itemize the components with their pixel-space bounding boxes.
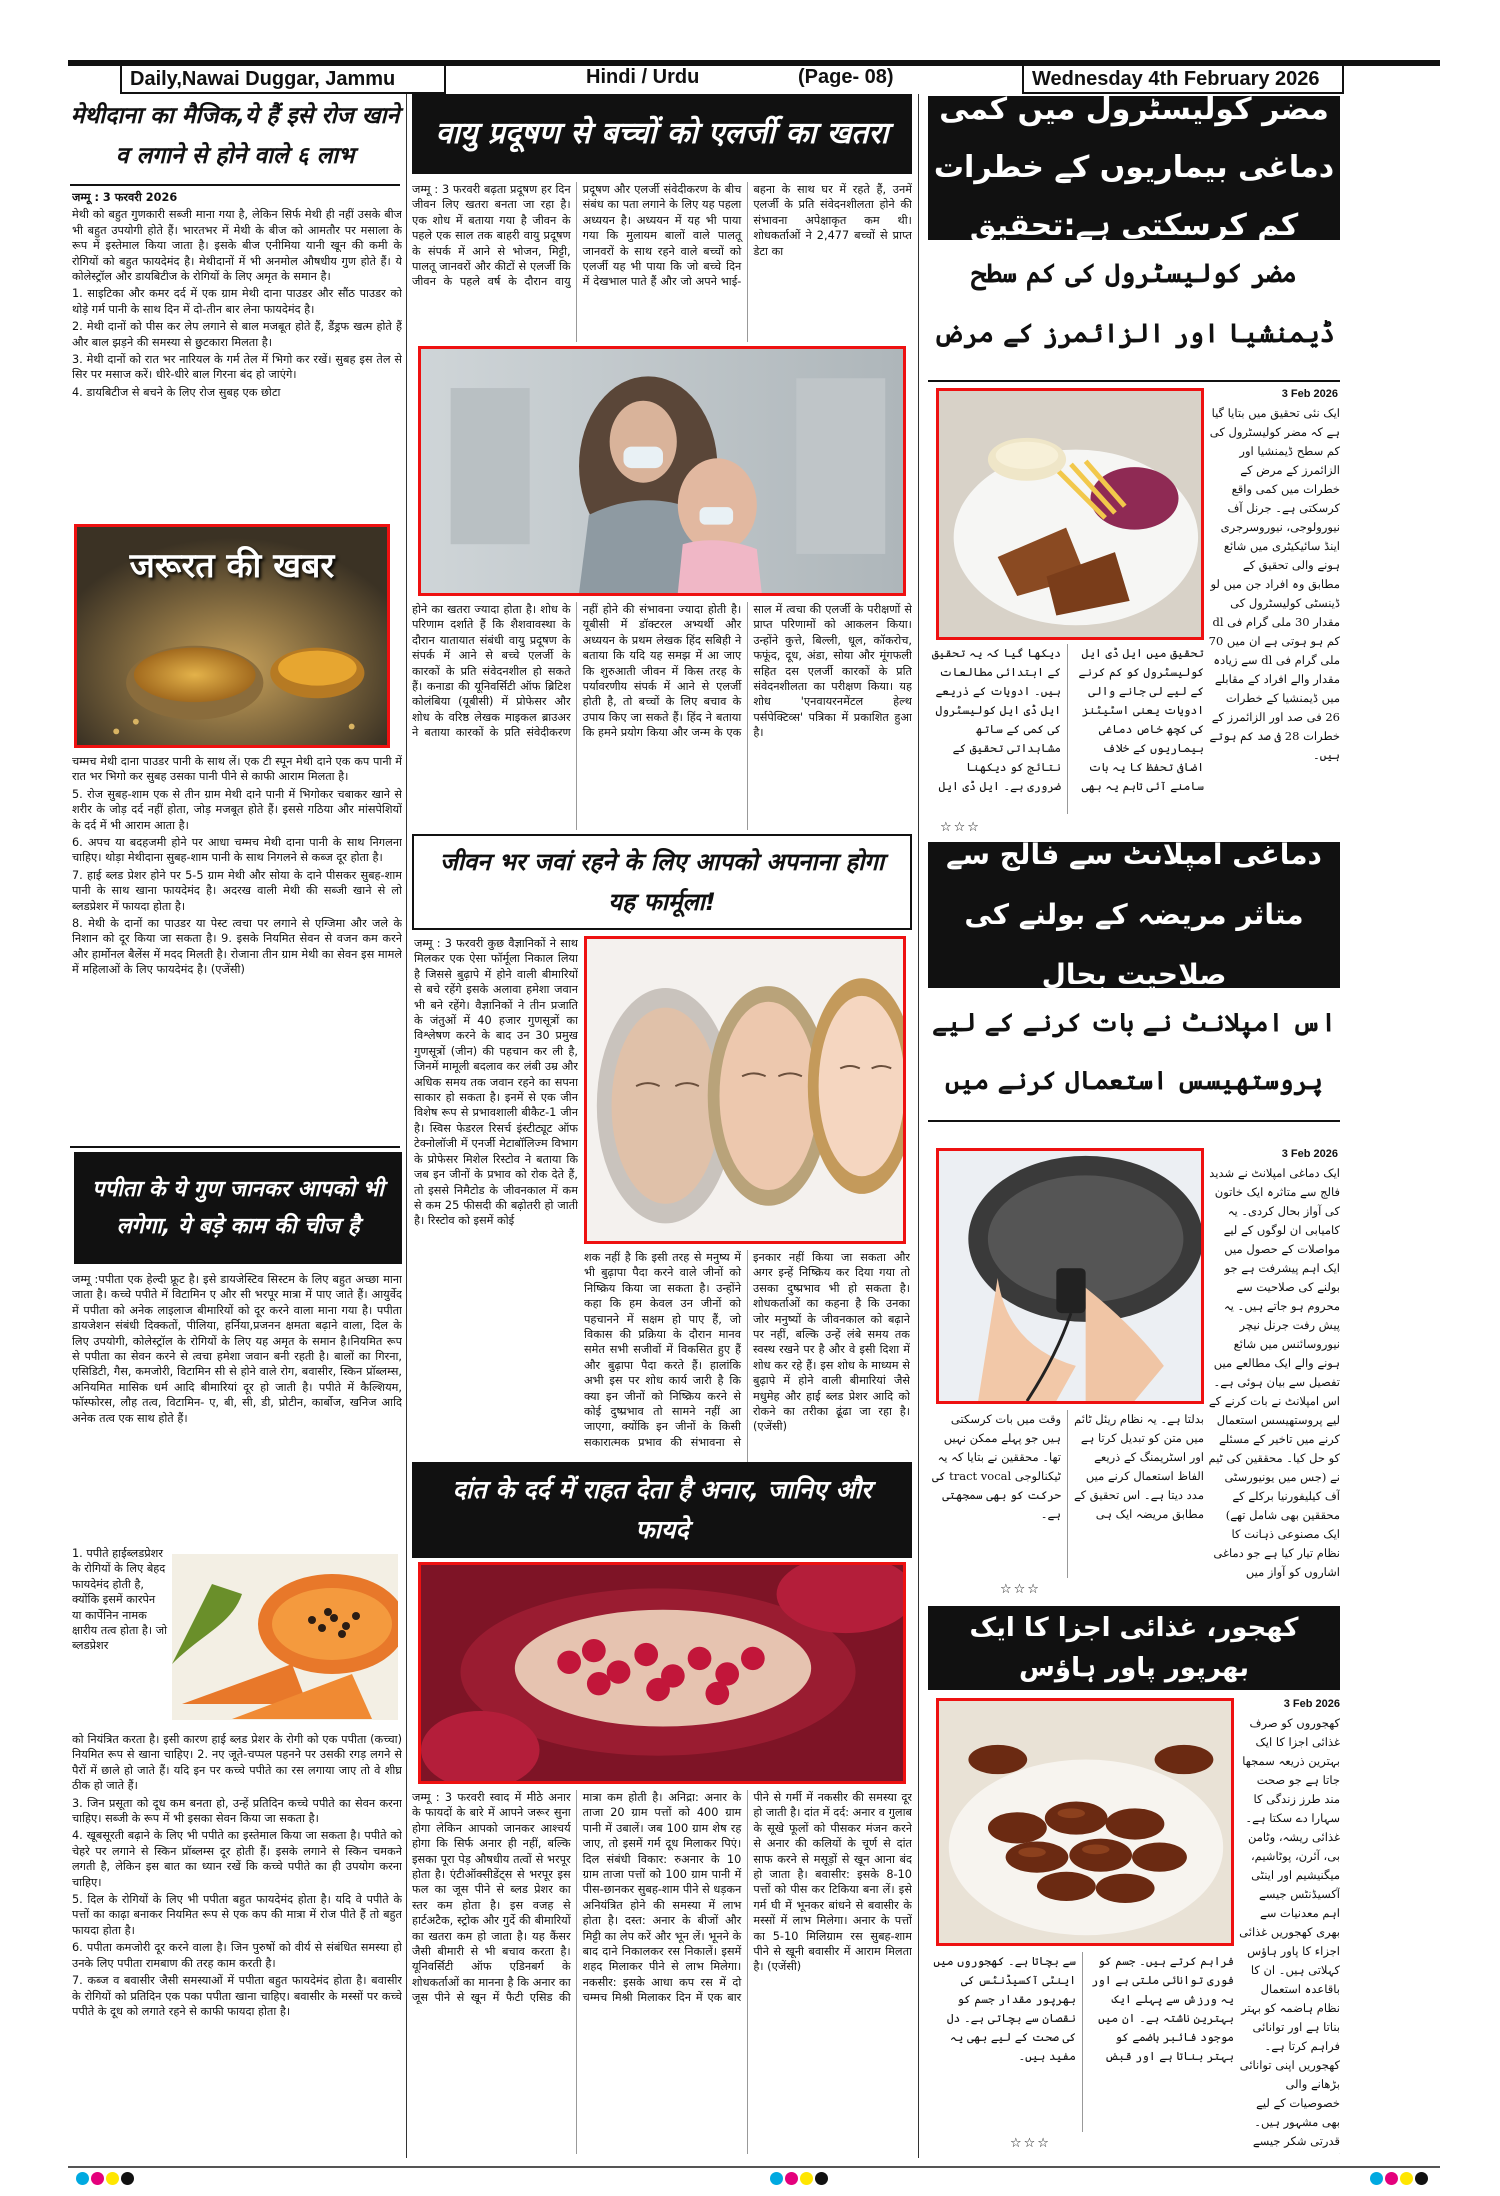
pollution-body-2: होने का खतरा ज्यादा होता है। शोध के परिणाम दर्शाते हैं कि शैशवावस्था के दौरान यातायात संबंधी वायु प्रदूषण के संपर्क में आने से बच्चे एलर्जी के कारकों के प्रति संवेदनशील हो सकते हैं। कनाडा की यूनिवर्सिटी ऑफ ब्रिटिश कोलंबिया (यूबीसी) में प्रोफेसर और शोध के वरिष्ठ लेखक माइकल ब्राउअर ने बताया कारकों के प्रति संवेदीकरण नहीं होने की संभावना ज्यादा होती है। यूबीसी में डॉक्टरल अभ्यर्थी और अध्ययन के प्रथम लेखक हिंद सबिही ने बताया कि यदि यह समझ में आ जाए कि शुरुआती जीवन में किस तरह के पर्यावरणीय संपर्क में आने से एलर्जी होती है, तो बच्चों के लिए बचाव के उपाय किए जा सकते हैं। हिंद ने बताया कि हमने प्रयोग किया और जन्म के एक साल में त्वचा की एलर्जी के परीक्षणों से प्राप्त परिणामों को आकलन किया। उन्होंने कुत्ते, बिल्ली, धूल, कॉकरोच, फफूंद, दूध, अंडा, सोया और मूंगफली सहित दस एलर्जी कारकों के प्रति संवेदनशीलता का परीक्षण किया। यह शोध 'एनवायरनमेंटल हेल्थ पर्सपेक्टिव्स' पत्रिका में प्रकाशित हुआ है। [412,603,912,740]
paper-name: Daily,Nawai Duggar, Jammu [120,64,446,94]
young-body-1: जम्मू : 3 फरवरी कुछ वैज्ञानिकों ने साथ मिलकर एक ऐसा फॉर्मूला निकाल लिया है जिससे बुढ़ापे में होने वाली बीमारियों से बचे रहेंगे इसके अलावा हमेशा जवान भी बने रहेंगे। वैज्ञानिकों ने तीन प्रजाति के जंतुओं में 40 हजार गुणसूत्रों का विश्लेषण करने के बाद उन 30 प्रमुख गुणसूत्रों (जीन) की पहचान कर ली है, जिनमें मामूली बदलाव कर लंबी उम्र और अधिक समय तक जवान रहने का सपना साकार हो सकता है। इनमें से एक जीन विशेष रूप से प्रभावशाली बीकैट-1 जीन है। स्विस फेडरल रिसर्च इंस्टीट्यूट ऑफ टेक्नोलॉजी में एनर्जी मेटाबॉलिज्म विभाग के प्रोफेसर मिशेल रिस्टोव ने बताया कि जब इन जीनों के प्रभाव को रोक देते हैं, तो इससे निमैटोड के जीवनकाल में कम से कम 25 फीसदी की बढ़ोतरी हो जाती है। रिस्टोव को इसमें कोई [414,937,578,1228]
cmyk-marks-center [770,2172,828,2185]
papaya-wrap-text: 1. पपीते हाईब्लडप्रेशर के रोगियों के लिए बेहद फायदेमंद होती है, क्योंकि इसमें कारपेन या कार्पेनिन नामक क्षारीय तत्व होता है। जो ब्लडप्रेशर [72,1547,168,1653]
implant-subtitle: اس امپلانٹ نے بات کرنے کے لیے پروستھیسس استعمال کرنے میں [932,1008,1336,1095]
dates-headline: کھجور، غذائی اجزا کا ایک بھرپور پاور ہاؤس [928,1606,1340,1690]
pomegranate-body: जम्मू : 3 फरवरी स्वाद में मीठे अनार के फायदों के बारे में आपने जरूर सुना होगा लेकिन आपको जानकर आश्चर्य होगा कि सिर्फ अनार ही नहीं, बल्कि इसका पूरा पेड़ औषधीय तत्वों से भरपूर होता है। एंटीऑक्सीडेंट्स से भरपूर इस फल का जूस पीने से ब्लड प्रेशर का स्तर कम होता है। इस वजह से हार्टअटैक, स्ट्रोक और गुर्दे की बीमारियों का खतरा कम हो जाता है। यह कैंसर जैसी बीमारी से भी बचाव करता है। यूनिवर्सिटी ऑफ एडिनबर्ग के शोधकर्ताओं का मानना है कि अनार का जूस पीने से खून में फैटी एसिड की मात्रा कम होती है। अनिद्रा: अनार के ताजा 20 ग्राम पत्तों को 400 ग्राम पानी में उबालें। जब 100 ग्राम शेष रह जाए, तो इसमें गर्म दूध मिलाकर पिएं।दिल संबंधी विकार: रुअनार के 10 ग्राम ताजा पत्तों को 100 ग्राम पानी में पीस-छानकर सुबह-शाम पीने से धड़कन अनियंत्रित होने की समस्या में लाभ होता है। दस्त: अनार के बीजों और मिट्टी का लेप करें और भून लें। भूनने के बाद दाने निकालकर रस निकालें। इसमें शहद मिलाकर पीने से लाभ मिलेगा। नकसीर: इसके आधा कप रस में दो चम्मच मिश्री मिलाकर दिन में एक बार पीने से गर्मी में नकसीर की समस्या दूर हो जाती है। दांत में दर्द: अनार व गुलाब के सूखे फूलों को पीसकर मंजन करने से अनार की कलियों के चूर्ण से दांत साफ करने से मसूड़ों से खून आना बंद हो जाता है। बवासीर: इसके 8-10 पत्तों को पीस कर टिकिया बना लें। इसे गर्म घी में भूनकर बांधने से बवासीर के मस्सों में लाभ मिलेगा। अनार के पत्तों का 5-10 मिलिग्राम रस सुबह-शाम पीने से खूनी बवासीर में आराम मिलता है। (एजेंसी) [412,1791,912,2005]
pollution-body-1: जम्मू : 3 फरवरी बढ़ता प्रदूषण हर दिन जीवन लिए खतरा बनता जा रहा है। एक शोध में बताया गया है जीवन के पहले एक साल तक बाहरी वायु प्रदूषण के संपर्क में आने से भोजन, मिट्टी, पालतू जानवरों और कीटों से एलर्जी कि जीवन के पहले वर्ष के दौरान वायु प्रदूषण और एलर्जी संवेदीकरण के बीच संबंध का पता लगाने के लिए यह पहला अध्ययन है। अध्ययन में यह भी पाया गया कि मुलायम बालों वाले पालतू जानवरों के साथ रहने वाले बच्चों को एलर्जी यह भी पाया कि जो बच्चे दिन में देखभाल पाते हैं और जो अपने भाई-बहना के साथ घर में रहते हैं, उनमें एलर्जी के प्रति संवेदनशीलता होने की संभावना अपेक्षाकृत कम थी। शोधकर्ताओं ने 2,477 बच्चों से प्राप्त डेटा का [412,183,912,289]
yellow-dot [1400,2172,1413,2185]
papaya-headline: पपीता के ये गुण जानकर आपको भी लगेगा, ये बड़े काम की चीज है [74,1152,402,1264]
cmyk-marks-left [76,2172,134,2185]
pollution-image [418,346,906,596]
young-image [584,936,906,1244]
black-dot [121,2172,134,2185]
dates-wrap-text: کھجوروں کو صرف غذائی اجزا کا ایک بہترین ذریعہ سمجھا جاتا ہے جو صحت مند طرز زندگی کا سہارا دے سکتا ہے۔ غذائی ریشہ، وٹامن بی، آئرن، پوٹاشیم، میگنیشیم اور اینٹی آکسیڈنٹس جیسے اہم معدنیات سے بھری کھجوریں غذائی اجزاء کا پاور ہاؤس کہلاتی ہیں۔ ان کا باقاعدہ استعمال نظام ہاضمہ کو بہتر بناتا ہے اور توانائی فراہم کرتا ہے۔ کھجوریں اپنی توانائی بڑھانے والی خصوصیات کے لیے بھی مشہور ہیں۔ قدرتی شکر جیسے [1239,1716,1340,2148]
papaya-image [172,1554,398,1720]
cyan-dot [1370,2172,1383,2185]
divider [928,1120,1340,1122]
methi-body-2: चम्मच मेथी दाना पाउडर पानी के साथ लें। एक टी स्पून मेथी दाने एक कप पानी में रात भर भिगो कर सुबह उसका पानी पीने से काफी आराम मिलता है। 5. रोज सुबह-शाम एक से तीन ग्राम मेथी दाने पानी में भिगोकर चबाकर खाने से शरीर के जोड़ दर्द नहीं होता, जोड़ मजबूत होते हैं। इससे गठिया और मांसपेशियों के दर्द में भी आराम आता है। 6. अपच या बदहजमी होने पर आधा चम्मच मेथी दाना पानी के साथ निगलना चाहिए। थोड़ा मेथीदाना सुबह-शाम पानी के साथ निगलने से कब्ज दूर होता है। 7. हाई ब्लड प्रेशर होने पर 5-5 ग्राम मेथी और सोया के दाने पीसकर सुबह-शाम पानी के साथ खाना फायदेमंद है। अदरख वाली मेथी की सब्जी खाने से लो ब्लडप्रेशर में फायदा होता है। 8. मेथी के दानों का पाउडर या पेस्ट त्वचा पर लगाने से एग्जिमा और जले के निशान को दूर किया जा सकता है। 9. इसके नियमित सेवन से वजन कम करने और हार्मोनल बैलेंस में मदद मिलती है। रोजाना तीन ग्राम मेथी का सेवन इस मामले में महिलाओं के लिए फायदेमंद है। (एजेंसी) [72,755,402,977]
implant-body: بدلتا ہے۔ یہ نظام ریئل ٹائم میں متن کو تبدیل کرتا ہے اور اسٹریمنگ کے ذریعے الفاظ استعمال کرنے میں مدد دیتا ہے۔ اس تحقیق کے مطابق مریضہ ایک ہی وقت میں بات کرسکتی ہیں جو پہلے ممکن نہیں تھا۔ محققین نے بتایا کہ یہ ٹیکنالوجی tract vocal کی حرکت کو بھی سمجھتی ہے۔ [931,1412,1204,1521]
implant-date: 3 Feb 2026 [1281,1148,1338,1160]
language-label: Hindi / Urdu [580,66,705,89]
cyan-dot [770,2172,783,2185]
implant-stars: ☆☆☆ [1000,1582,1041,1597]
papaya-body-2: को नियंत्रित करता है। इसी कारण हाई ब्लड प्रेशर के रोगी को एक पपीता (कच्चा) नियमित रूप से खाना चाहिए। 2. नए जूते-चप्पल पहनने पर उसकी रगड़ लगने से पैरों में छाले हो जाते हैं। यदि इन पर कच्चे पपीते का रस लगाया जाए तो वे शीघ्र ठीक हो जाते हैं। 3. जिन प्रसूता को दूध कम बनता हो, उन्हें प्रतिदिन कच्चे पपीते का सेवन करना चाहिए। सब्जी के रूप में भी इसका सेवन किया जा सकता है। 4. खूबसूरती बढ़ाने के लिए भी पपीते का इस्तेमाल किया जा सकता है। पपीते को चेहरे पर लगाने से स्किन प्रॉब्लम्स दूर होती हैं। इसके लगाने से स्किन चमकने लगती है, लेकिन इस बात का ध्यान रखें कि कच्चे पपीते का ही उपयोग करना चाहिए। 5. दिल के रोगियों के लिए भी पपीता बहुत फायदेमंद होता है। यदि वे पपीते के पत्तों का काढ़ा बनाकर नियमित रूप से एक कप की मात्रा में रोज पीते हैं तो बहुत फायदा होता है। 6. पपीता कमजोरी दूर करने वाला है। जिन पुरुषों को वीर्य से संबंधित समस्या हो उनके लिए पपीता रामबाण की तरह काम करती है। 7. कब्ज व बवासीर जैसी समस्याओं में पपीता बहुत फायदेमंद होता है। बवासीर के रोगियों को प्रतिदिन एक पका पपीता खाना चाहिए। बवासीर के मस्सों पर कच्चे पपीते के दूध को लगाते रहने से काफी फायदा होता है। [72,1733,402,2018]
black-dot [815,2172,828,2185]
column-rule [918,94,919,2158]
cyan-dot [76,2172,89,2185]
divider [70,184,400,186]
cholesterol-wrap-text: ایک نئی تحقیق میں بتایا گیا ہے کہ مضر کولیسٹرول کی کم سطح ڈیمنشیا اور الزائمرز کے مرض کے خطرات میں کمی واقع کرسکتی ہے۔ جرنل آف نیورولوجی، نیوروسرجری اینڈ سائیکیٹری میں شائع ہونے والی تحقیق کے مطابق وہ افراد جن میں لو ڈینسٹی کولیسٹرول کی مقدار 30 ملی گرام فی dl کم ہو ہوتی ہے ان میں 70 ملی گرام فی dl سے زیادہ مقدار والے افراد کے مقابلے میں ڈیمنشیا کے خطرات 26 فی صد اور الزائمرز کے خطرات 28 فی صد کم ہوتے ہیں۔ [1208,406,1340,762]
footer-rule [68,2166,1440,2168]
implant-wrap-text: ایک دماغی امپلانٹ نے شدید فالج سے متاثرہ ایک خاتون کی آواز بحال کردی۔ یہ کامیابی ان لوگوں کے لیے مواصلات کے حصول میں ایک اہم پیشرفت ہے جو بولنے کی صلاحیت سے محروم ہو جاتے ہیں۔ یہ پیش رفت جرنل نیچر نیوروسائنس میں شائع ہونے والے ایک مطالعے میں تفصیل سے بیان ہوئی ہے۔ اس امپلانٹ نے بات کرنے کے لیے پروستھیسس استعمال کرنے میں تاخیر کے مسئلے کو حل کیا۔ محققین کی ٹیم نے (جس میں یونیورسٹی آف کیلیفورنیا برکلے کے محققین بھی شامل تھے) ایک مصنوعی ذہانت کا نظام تیار کیا ہے جو دماغی اشاروں کو آواز میں [1208,1166,1340,1579]
dates-body: فراہم کرتے ہیں۔ جسم کو فوری توانائی ملتی ہے اور یہ ورزش سے پہلے ایک بہترین ناشتہ ہے۔ ان میں موجود فائبر ہاضمے کو بہتر بناتا ہے اور قبض سے بچاتا ہے۔ کھجوروں میں اینٹی آکسیڈنٹس کی بھرپور مقدار جسم کو نقصان سے بچاتی ہے۔ دل کی صحت کے لیے بھی یہ مفید ہیں۔ [933,1954,1234,2063]
page-number: (Page- 08) [792,66,900,89]
methi-body-1: जम्मू : 3 फरवरी 2026 मेथी को बहुत गुणकारी सब्जी माना गया है, लेकिन सिर्फ मेथी ही नहीं उसके बीज भी बहुत उपयोगी होते हैं। भारतभर में मेथी के बीज को आमतौर पर मसाला के रूप में इस्तेमाल किया जाता है। इसके बीज एनीमिया यानी खून की कमी के रोगियों को बहुत फायदेमंद है। मेथीदानों में भी अनमोल औषधीय गुण होते हैं। ये कोलेस्ट्रॉल और डायबिटीज के रोगियों के लिए अमृत के समान है। 1. साइटिका और कमर दर्द में एक ग्राम मेथी दाना पाउडर और सौंठ पाउडर को थोड़े गर्म पानी के साथ दिन में दो-तीन बार लेना फायदेमंद है। 2. मेथी दानों को पीस कर लेप लगाने से बाल मजबूत होते हैं, डैंड्रफ खत्म होते हैं और बाल झड़ने की समस्या से छुटकारा मिलता है। 3. मेथी दानों को रात भर नारियल के गर्म तेल में भिगो कर रखें। सुबह इस तेल से सिर पर मसाज करें। धीरे-धीरे बाल गिरना बंद हो जाएंगे। 4. डायबिटीज से बचने के लिए रोज सुबह एक छोटा [72,191,402,399]
dates-image [936,1698,1234,1946]
black-dot [1415,2172,1428,2185]
yellow-dot [106,2172,119,2185]
dates-date: 3 Feb 2026 [1283,1698,1340,1710]
pollution-headline: वायु प्रदूषण से बच्चों को एलर्जी का खतरा [412,94,912,174]
column-rule [406,94,407,2158]
implant-image [936,1148,1204,1404]
young-headline: जीवन भर जवां रहने के लिए आपको अपनाना होगा यह फार्मूला! [412,834,912,930]
cholesterol-subtitle: مضر کولیسٹرول کی کم سطح ڈیمنشیا اور الزائمرز کے مرض [933,259,1335,349]
young-body-2: शक नहीं है कि इसी तरह से मनुष्य में भी बुढ़ापा पैदा करने वाले जीनों को निष्क्रिय किया जा सकता है। उन्होंने कहा कि हम केवल उन जीनों को पहचानने में सक्षम हो पाए हैं, जो विकास की प्रक्रिया के दौरान मानव समेत सभी सजीवों में विकसित हुए हैं और बुढ़ापा पैदा करते हैं। हालांकि अभी इस पर शोध कार्य जारी है कि क्या इन जीनों को निष्क्रिय करने से कोई दुष्प्रभाव तो सामने नहीं आ जाएगा, क्योंकि इन जीनों के किसी सकारात्मक प्रभाव की संभावना से इनकार नहीं किया जा सकता और अगर इन्हें निष्क्रिय कर दिया गया तो उसका दुष्प्रभाव भी हो सकता है। शोधकर्ताओं का कहना है कि उनका जोर मनुष्यों के जीवनकाल को बढ़ाने पर नहीं, बल्कि उन्हें लंबे समय तक स्वस्थ रखने पर है और वे इसी दिशा में शोध कर रहे हैं। इस शोध के माध्यम से बुढ़ापे में होने वाली बीमारियां जैसे मधुमेह और हाई ब्लड प्रेशर आदि को रोकने का तरीका ढूंढा जा रहा है। (एजेंसी) [584,1251,910,1449]
methi-image-label: जरूरत की खबर [129,546,335,586]
magenta-dot [1385,2172,1398,2185]
cholesterol-date: 3 Feb 2026 [1281,388,1338,400]
implant-headline: دماغی امپلانٹ سے فالج سے متاثر مریضہ کے بولنے کی صلاحیت بحال [928,842,1340,988]
cholesterol-stars: ☆☆☆ [940,820,981,835]
yellow-dot [800,2172,813,2185]
methi-image [74,524,390,748]
papaya-body-1: जम्मू :पपीता एक हेल्दी फ्रूट है। इसे डायजेस्टिव सिस्टम के लिए बहुत अच्छा माना जाता है। कच्चे पपीते में विटामिन ए और सी भरपूर मात्रा में पाए जाते हैं। आयुर्वेद में पपीता को अनेक लाइलाज बीमारियों को दूर करने वाला माना गया है। पपीता डायजेशन संबंधी दिक्कतों, पीलिया, हर्निया,प्रजनन क्षमता बढ़ाने वाला, दिल के लिए उपयोगी, कोलेस्ट्रॉल के रोगियों के लिए यह अमृत के समान है।नियमित रूप से पपीता का सेवन करने से त्वचा हमेशा जवान बनी रहती है। बालों का गिरना, एसिडिटी, गैस, कमजोरी, विटामिन सी से होने वाले रोग, बवासीर, स्किन प्रॉब्लम्स, अनियमित मासिक धर्म आदि बीमारियां दूर हो जाती है। पपीते में कैल्शियम, फॉस्फोरस, लौह तत्व, विटामिन- ए, बी, सी, डी, प्रोटीन, कार्बोज, खनिज आदि अनेक तत्व एक साथ होते हैं। [72,1273,402,1425]
cholesterol-headline: مضر کولیسٹرول میں کمی دماغی بیماریوں کے خطرات کم کرسکتی ہے:تحقیق [928,96,1340,240]
cholesterol-image [936,388,1204,640]
cholesterol-body: تحقیق میں ایل ڈی ایل کولیسٹرول کو کم کرنے کے لیے لی جانے والی ادویات یعنی اسٹیٹنز کی کچھ خاص دماغی بیماریوں کے خلاف اضافی تحفظ کا یہ بات سامنے آئی تاہم یہ بھی دیکھا گیا کہ یہ تحقیق کے ابتدائی مطالعات ہیں۔ ادویات کے ذریعے ایل ڈی ایل کولیسٹرول کی کمی کے ساتھ مشاہداتی تحقیق کے نتائج کو دیکھنا ضروری ہے۔ ایل ڈی ایل [931,646,1204,793]
cmyk-marks-right [1370,2172,1428,2185]
header-date: Wednesday 4th February 2026 [1022,64,1344,94]
pomegranate-headline: दांत के दर्द में राहत देता है अनार, जानिए और फायदे [412,1462,912,1558]
divider [70,1146,400,1148]
divider [928,380,1340,382]
magenta-dot [91,2172,104,2185]
methi-headline: मेथीदाना का मैजिक,ये हैं इसे रोज खाने व लगाने से होने वाले ६ लाभ [70,103,400,169]
pomegranate-image [418,1562,906,1784]
magenta-dot [785,2172,798,2185]
dates-stars: ☆☆☆ [1010,2136,1051,2151]
